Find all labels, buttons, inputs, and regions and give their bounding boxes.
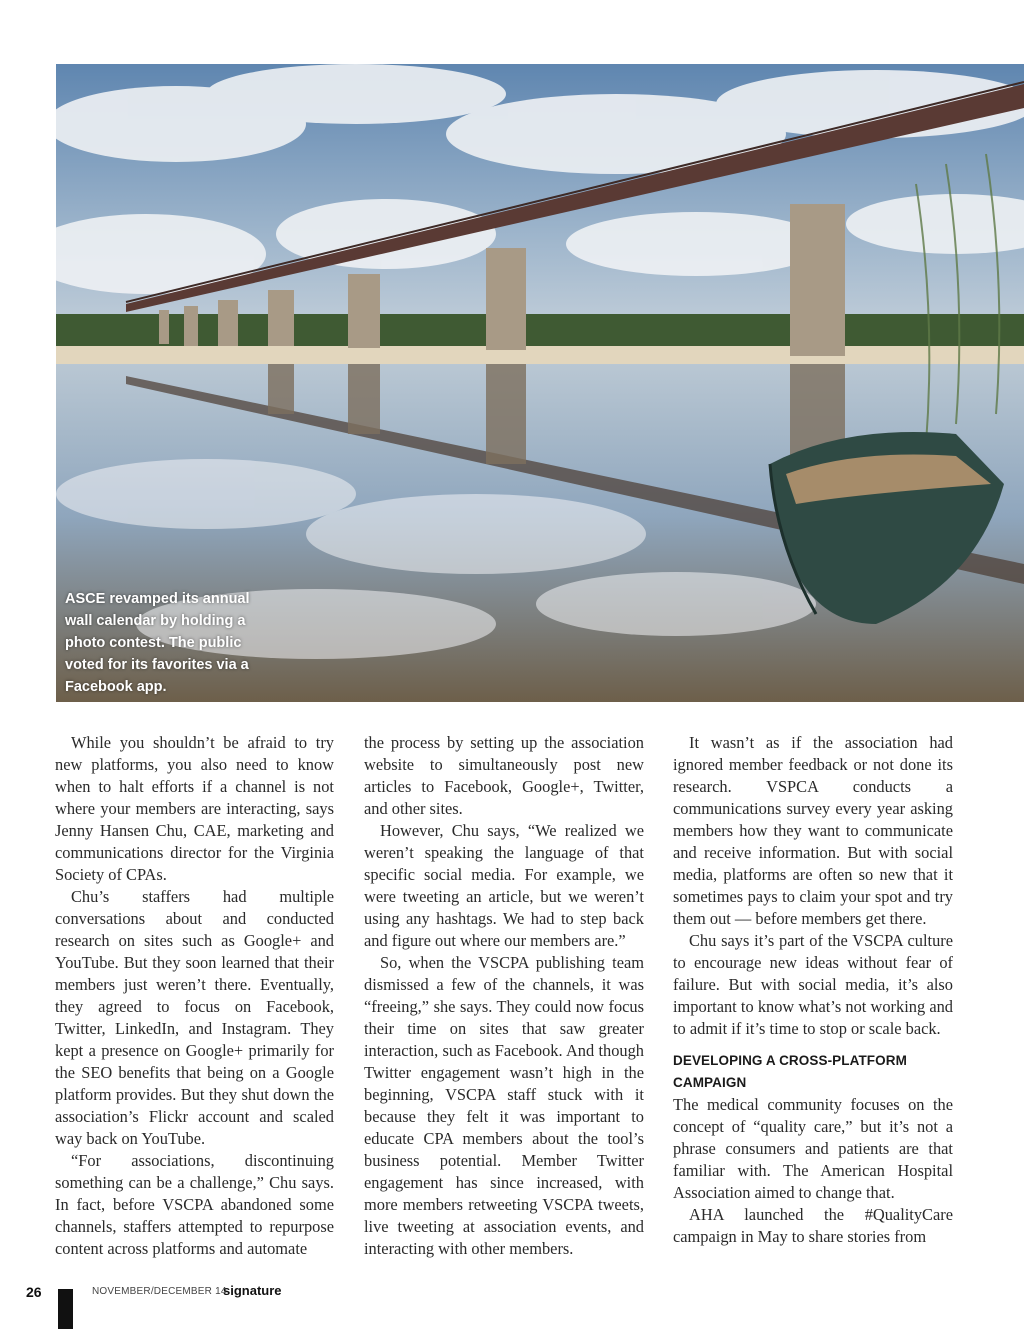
paragraph: So, when the VSCPA publishing team dismissed a few of the channels, it was “freeing,” she says. They could now focus their time on sites that saw greater interaction, such as Facebook. And though Twitter engagement wasn’t high in the beginning, VSCPA staff stuck with it because they felt it was important to educate CPA members about the tool’s business potential. Member Twitter engagement has since increased, with more members retweeting VSCPA tweets, live tweeting at association events, and interacting with other members. bbox=[364, 953, 644, 1258]
section-subhead: DEVELOPING A CROSS-PLATFORM CAMPAIGN bbox=[673, 1053, 907, 1090]
footer-bar bbox=[58, 1289, 73, 1329]
paragraph: “For associations, discontinuing something can be a challenge,” Chu says. In fact, before VSCPA abandoned some channels, staffers attempted to repurpose content across platforms and automate bbox=[55, 1151, 334, 1258]
paragraph: Chu says it’s part of the VSCPA culture to encourage new ideas without fear of failure. But with social media, it’s also important to know what’s not working and to admit if it’s time to stop or scale back. bbox=[673, 931, 953, 1038]
paragraph: It wasn’t as if the association had ignored member feedback or not done its research. VSPCA conducts a communications survey every year asking members how they want to communicate and receive information. But with social media, platforms are often so new that it sometimes pays to claim your spot and try them out — before members get there. bbox=[673, 733, 953, 928]
paragraph: The medical community focuses on the concept of “quality care,” but it’s not a phrase consumers and patients are that familiar with. The American Hospital Association aimed to change that. bbox=[673, 1095, 953, 1202]
paragraph: AHA launched the #QualityCare campaign in May to share stories from bbox=[673, 1205, 953, 1246]
paragraph: While you shouldn’t be afraid to try new platforms, you also need to know when to halt efforts if a channel is not where your members are interacting, says Jenny Hansen Chu, CAE, marketing and communications director for the Virginia Society of CPAs. bbox=[55, 733, 334, 884]
issue-date: NOVEMBER/DECEMBER 14 bbox=[92, 1286, 227, 1297]
page-number: 26 bbox=[26, 1284, 42, 1300]
photo-caption: ASCE revamped its annual wall calendar by holding a photo contest. The public voted for its favorites via a Facebook app. bbox=[65, 591, 250, 695]
paragraph: Chu’s staffers had multiple conversations about and conducted research on sites such as Google+ and YouTube. But they soon learned that their members just weren’t there. Eventually, they agreed to focus on Facebook, Twitter, LinkedIn, and Instagram. They kept a presence on Google+ primarily for the SEO benefits that being on a Google platform provides. But they shut down the association’s Flickr account and scaled way back on YouTube. bbox=[55, 887, 334, 1148]
paragraph: the process by setting up the association website to simultaneously post new articles to Facebook, Google+, Twitter, and other sites. bbox=[364, 733, 644, 818]
article-column-2 bbox=[364, 732, 644, 1260]
article-column-1 bbox=[55, 732, 334, 1260]
article-column-3 bbox=[673, 732, 953, 1248]
magazine-brand: signature bbox=[223, 1283, 282, 1298]
paragraph: However, Chu says, “We realized we weren’t speaking the language of that specific social media. For example, we were tweeting an article, but we weren’t using any hashtags. We had to step back and figure out where our members are.” bbox=[364, 821, 644, 950]
